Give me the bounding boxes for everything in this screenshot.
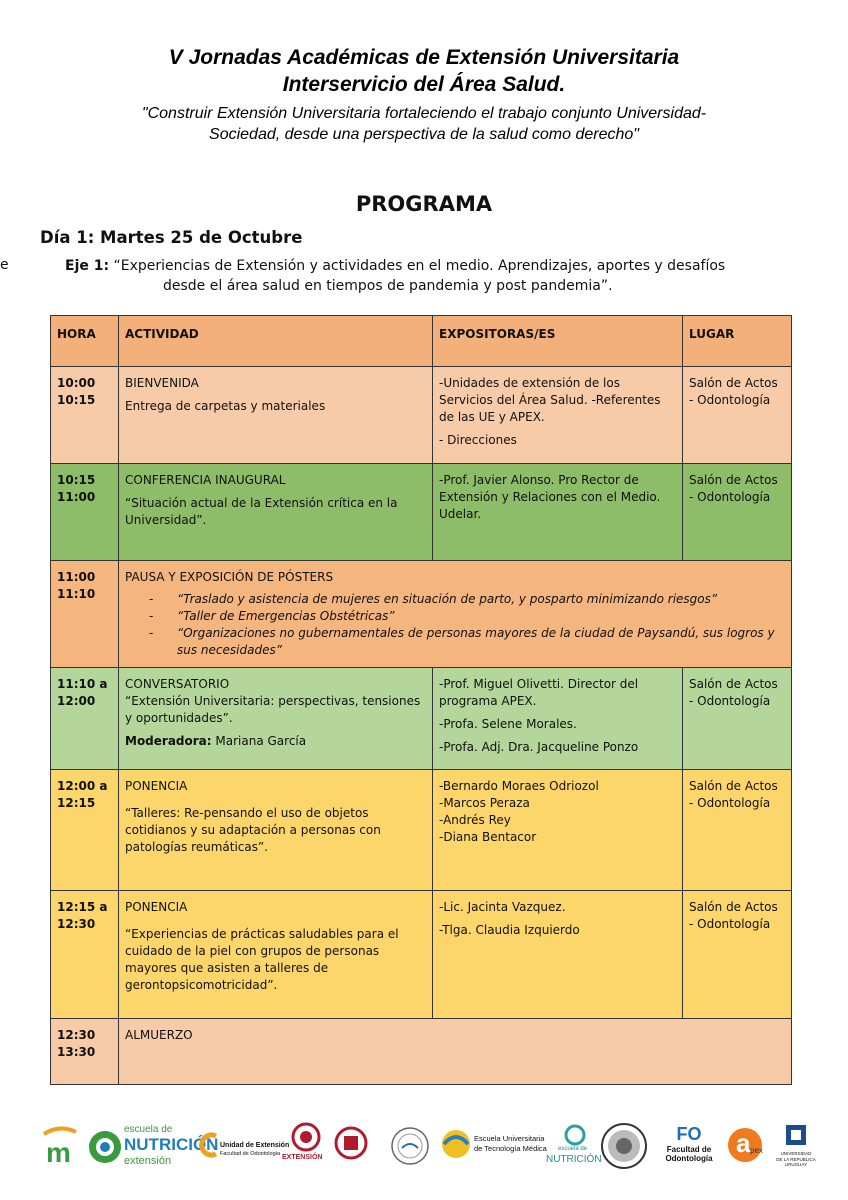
nutricion2-top: escuela de [558, 1146, 588, 1152]
table-row [51, 561, 792, 668]
unidad-e-icon [198, 1130, 220, 1160]
fo-mark: FO [676, 1124, 702, 1144]
axis-text-line-2: desde el área salud en tiempos de pandemia y post pandemia”. [163, 278, 613, 294]
poster-item: - “Traslado y asistencia de mujeres en situación de parto, y posparto minimizando riesgos” [125, 591, 785, 608]
nutricion-top: escuela de [124, 1124, 173, 1135]
activity-detail: “Situación actual de la Extensión crítica en la Universidad”. [125, 496, 398, 527]
activity-cell [119, 1019, 792, 1085]
sponsor-logos [36, 1120, 816, 1176]
extension-word: EXTENSIÓN [282, 1154, 323, 1161]
header-expositoras: EXPOSITORAS/ES [433, 316, 683, 367]
poster-list [125, 591, 785, 659]
time-start: 12:30 [57, 1028, 96, 1042]
time-start: 10:00 [57, 376, 96, 390]
time-start: 11:10 a [57, 677, 108, 691]
activity-title: CONVERSATORIO [125, 677, 230, 691]
nutricion2-main: NUTRICIÓN [546, 1154, 602, 1165]
m-logo [40, 1124, 80, 1175]
header-lugar: LUGAR [683, 316, 792, 367]
stray-character: e [0, 257, 9, 273]
unidad-line-2: Facultad de Odontología [220, 1151, 281, 1157]
speaker: -Bernardo Moraes Odriozol [439, 779, 599, 793]
time-cell [51, 891, 119, 1019]
udelar-line-1: UNIVERSIDAD [780, 1151, 812, 1156]
speakers-cell [433, 668, 683, 770]
activity-title: BIENVENIDA [125, 376, 199, 390]
activity-title: PAUSA Y EXPOSICIÓN DE PÓSTERS [125, 570, 334, 584]
program-table [50, 315, 792, 1085]
time-end: 11:00 [57, 490, 96, 504]
activity-detail: “Experiencias de prácticas saludables para el cuidado de la piel con grupos de personas mayores que asisten a talleres de gerontopsicomotricidad”. [125, 927, 399, 992]
udelar-line-3: URUGUAY [784, 1162, 808, 1167]
udelar-line-2: DE LA REPÚBLICA [776, 1156, 816, 1162]
speaker: -Profa. Selene Morales. [439, 717, 577, 731]
apex-a: a [736, 1128, 751, 1158]
nutricion-dot-icon [564, 1124, 586, 1146]
round-seal-logo [390, 1126, 430, 1171]
unidad-extension-logo [198, 1128, 290, 1168]
table-row [51, 891, 792, 1019]
table-row [51, 464, 792, 561]
time-end: 12:15 [57, 796, 96, 810]
program-heading: PROGRAMA [355, 192, 493, 216]
time-start: 10:15 [57, 473, 96, 487]
place-cell: Salón de Actos - Odontología [683, 367, 792, 464]
subtitle [0, 103, 848, 145]
speakers-cell [433, 367, 683, 464]
header-actividad: ACTIVIDAD [119, 316, 433, 367]
time-cell [51, 1019, 119, 1085]
table-header-row [51, 316, 792, 367]
activity-cell [119, 561, 792, 668]
speakers-cell [433, 464, 683, 561]
speaker: -Diana Bentacor [439, 830, 537, 844]
speaker: -Prof. Javier Alonso. Pro Rector de Extensión y Relaciones con el Medio. Udelar. [439, 473, 661, 521]
fo-logo [658, 1124, 720, 1170]
table-row [51, 367, 792, 464]
time-start: 12:15 a [57, 900, 108, 914]
axis-text-line-1: “Experiencias de Extensión y actividades en el medio. Aprendizajes, aportes y desafíos [113, 258, 726, 274]
nutricion-extension-logo [88, 1122, 219, 1174]
fo-line-2: Odontología [665, 1154, 713, 1163]
speaker: -Marcos Peraza [439, 796, 530, 810]
time-end: 12:30 [57, 917, 96, 931]
activity-detail: “Extensión Universitaria: perspectivas, tensiones y oportunidades”. [125, 694, 421, 725]
day-heading: Día 1: Martes 25 de Octubre [40, 228, 303, 247]
speaker: -Lic. Jacinta Vazquez. [439, 900, 566, 914]
time-end: 10:15 [57, 393, 96, 407]
speaker: -Andrés Rey [439, 813, 511, 827]
title-line-1: V Jornadas Académicas de Extensión Universitaria [168, 46, 680, 69]
time-cell [51, 770, 119, 891]
time-end: 11:10 [57, 587, 96, 601]
eutm-line-1: Escuela Universitaria [474, 1134, 545, 1143]
activity-title: PONENCIA [125, 900, 188, 914]
activity-title: PONENCIA [125, 779, 188, 793]
activity-title: CONFERENCIA INAUGURAL [125, 473, 286, 487]
moderator-label: Moderadora: [125, 734, 212, 748]
time-start: 12:00 a [57, 779, 108, 793]
nutricion-school-logo [546, 1124, 604, 1170]
subtitle-line-1: "Construir Extensión Universitaria fortaleciendo el trabajo conjunto Universidad- [141, 105, 707, 122]
university-crest-logo [600, 1120, 648, 1177]
activity-cell [119, 464, 433, 561]
activity-detail: Entrega de carpetas y materiales [125, 399, 326, 413]
place-cell: Salón de Actos - Odontología [683, 770, 792, 891]
udelar-shield-icon [784, 1124, 808, 1146]
table-row [51, 770, 792, 891]
activity-cell [119, 770, 433, 891]
time-cell [51, 367, 119, 464]
apex-word: pex [750, 1146, 763, 1155]
red-crest-logo [334, 1124, 368, 1167]
speaker: -Tlga. Claudia Izquierdo [439, 923, 580, 937]
activity-detail: “Talleres: Re-pensando el uso de objetos cotidianos y su adaptación a personas con patologías reumáticas”. [125, 806, 381, 854]
speaker: -Prof. Miguel Olivetti. Director del programa APEX. [439, 677, 639, 708]
eutm-line-2: de Tecnología Médica [474, 1144, 547, 1153]
time-cell [51, 668, 119, 770]
unidad-line-1: Unidad de Extensión [220, 1142, 290, 1149]
speaker: -Profa. Adj. Dra. Jacqueline Ponzo [439, 740, 639, 754]
place-cell: Salón de Actos - Odontología [683, 668, 792, 770]
axis-description [65, 256, 741, 296]
activity-title: ALMUERZO [125, 1028, 193, 1042]
place-cell: Salón de Actos - Odontología [683, 891, 792, 1019]
moderator [125, 733, 426, 750]
time-start: 11:00 [57, 570, 96, 584]
activity-cell [119, 367, 433, 464]
moderator-name: Mariana García [215, 734, 307, 748]
subtitle-line-2: Sociedad, desde una perspectiva de la salud como derecho" [209, 126, 639, 143]
time-end: 12:00 [57, 694, 96, 708]
time-cell [51, 464, 119, 561]
fo-line-1: Facultad de [666, 1145, 712, 1154]
place-cell: Salón de Actos - Odontología [683, 464, 792, 561]
time-end: 13:30 [57, 1045, 96, 1059]
speakers-cell [433, 770, 683, 891]
red-seal-icon [288, 1122, 324, 1152]
svg-text:m: m [46, 1137, 71, 1168]
time-cell [51, 561, 119, 668]
activity-cell [119, 891, 433, 1019]
eutm-logo [440, 1126, 550, 1170]
udelar-logo [776, 1124, 816, 1174]
poster-item: - “Organizaciones no gubernamentales de personas mayores de la ciudad de Paysandú, sus logros y sus necesidades” [125, 625, 785, 659]
speaker: - Direcciones [439, 433, 517, 447]
document-header [0, 44, 848, 145]
eutm-swirl-icon [440, 1126, 472, 1162]
speaker: -Unidades de extensión de los Servicios del Área Salud. -Referentes de las UE y APEX. [439, 376, 661, 424]
axis-label: Eje 1: [65, 258, 110, 274]
nutricion-main: NUTRICIÓN [124, 1135, 219, 1154]
speakers-cell [433, 891, 683, 1019]
nutricion-sub: extensión [124, 1155, 172, 1167]
poster-item: - “Taller de Emergencias Obstétricas” [125, 608, 785, 625]
apex-logo [726, 1126, 772, 1166]
title-line-2: Interservicio del Área Salud. [282, 73, 566, 96]
table-row [51, 1019, 792, 1085]
extension-seal-logo [282, 1122, 330, 1168]
nutricion-flower-icon [88, 1130, 122, 1164]
activity-cell [119, 668, 433, 770]
header-hora: HORA [51, 316, 119, 367]
table-row [51, 668, 792, 770]
